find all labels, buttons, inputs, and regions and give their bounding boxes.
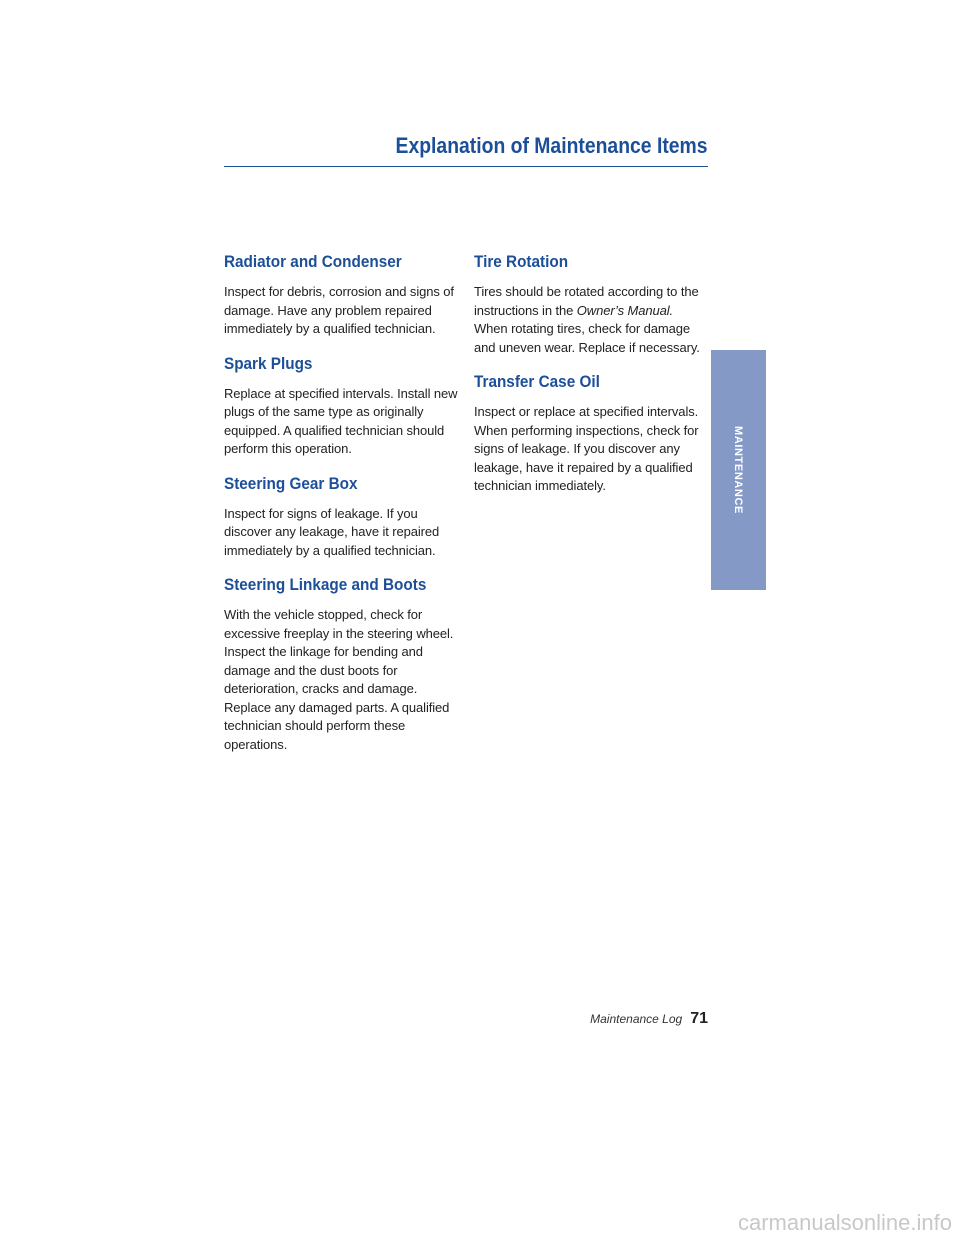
body-text-after: When rotating tires, check for damage and uneven wear. Replace if necessary. (474, 321, 700, 355)
section-body: With the vehicle stopped, check for excessive freeplay in the steering wheel. Inspect the linkage for bending and damage and the dust boots for deterioration, cracks and damage. Replace any damaged parts. A qualified technician should perform these operations. (224, 607, 454, 752)
section-steering-linkage-boots (224, 573, 460, 754)
section-heading: Radiator and Condenser (224, 252, 402, 271)
section-body: Inspect for signs of leakage. If you discover any leakage, have it repaired immediately by a qualified technician. (224, 505, 440, 558)
section-steering-gear-box (224, 472, 460, 561)
page-number: 71 (690, 1010, 708, 1027)
section-radiator-condenser (224, 250, 460, 339)
page-footer (590, 1010, 708, 1028)
section-body: Replace at specified intervals. Install new plugs of the same type as originally equipped. A qualified technician should perform this operation. (224, 385, 458, 456)
body-text-before: Tires should be rotated according to the instructions in the (474, 284, 699, 318)
section-heading: Transfer Case Oil (474, 372, 600, 391)
page-title: Explanation of Maintenance Items (396, 133, 708, 158)
section-heading: Steering Gear Box (224, 473, 358, 493)
section-heading: Tire Rotation (474, 252, 569, 271)
side-tab-label: MAINTENANCE (732, 426, 744, 514)
footer-label: Maintenance Log (590, 1012, 683, 1026)
watermark: carmanualsonline.info (737, 1210, 952, 1235)
section-spark-plugs (224, 352, 460, 459)
section-tire-rotation (474, 250, 710, 357)
section-body (474, 283, 710, 357)
section-heading: Spark Plugs (224, 353, 313, 373)
maintenance-side-tab (711, 350, 766, 590)
section-body: Inspect or replace at specified intervals. When performing inspections, check for signs of leakage. If you discover any leakage, have it repaired by a qualified technician immediately. (474, 404, 699, 493)
right-column (474, 250, 710, 509)
title-divider (224, 166, 708, 167)
left-column (224, 250, 460, 767)
section-heading: Steering Linkage and Boots (224, 575, 427, 594)
section-transfer-case-oil (474, 370, 710, 496)
manual-title-italic: Owner’s Manual. (576, 302, 674, 318)
section-body: Inspect for debris, corrosion and signs of damage. Have any problem repaired immediately by a qualified technician. (224, 284, 454, 336)
